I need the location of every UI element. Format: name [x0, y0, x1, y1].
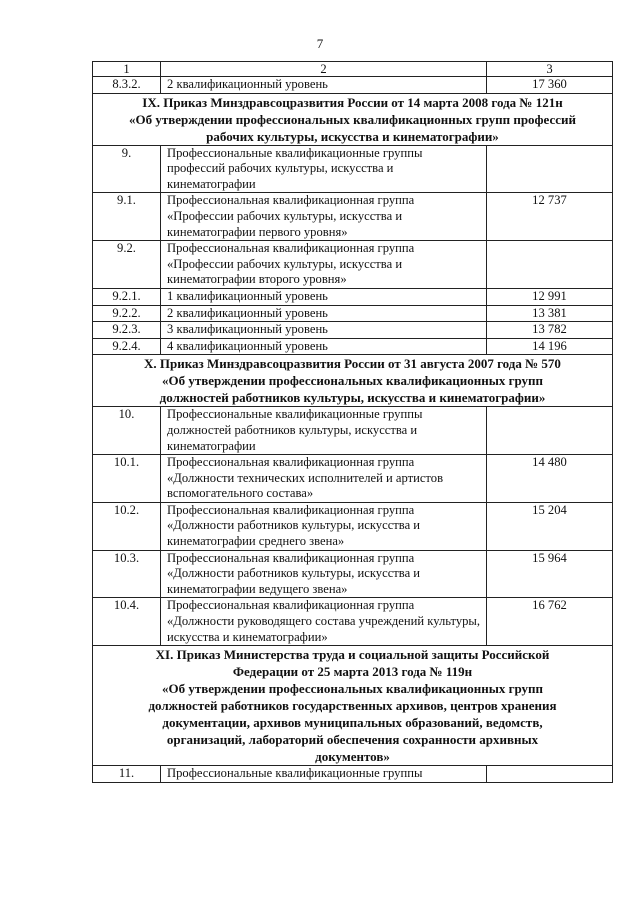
row-name: Профессиональная квалификационная группа «Должности руководящего состава учреждений культуры, искусства и кинематографии»: [161, 598, 487, 646]
section-heading-line: «Об утверждении профессиональных квалификационных групп профессий: [128, 111, 576, 127]
section-heading-line: документации, архивов муниципальных образований, ведомств,: [162, 715, 543, 731]
row-salary: 14 196: [487, 338, 613, 355]
section-heading-line: организаций, лабораторий обеспечения сохранности архивных: [166, 732, 539, 748]
section-heading: [93, 646, 613, 766]
row-name: 3 квалификационный уровень: [161, 322, 487, 339]
table-row: [93, 407, 613, 455]
row-salary: 13 381: [487, 305, 613, 322]
row-number: 10.4.: [93, 598, 161, 646]
row-name: 2 квалификационный уровень: [161, 77, 487, 94]
row-salary: 17 360: [487, 77, 613, 94]
section-heading-line: документов»: [315, 749, 390, 765]
row-salary: [487, 241, 613, 289]
row-salary: [487, 766, 613, 783]
section-heading-line: IX. Приказ Минздравсоцразвития России от 14 марта 2008 года № 121н: [142, 94, 563, 110]
row-number: 8.3.2.: [93, 77, 161, 94]
section-heading-line: Федерации от 25 марта 2013 года № 119н: [232, 664, 473, 680]
section-heading-row: [93, 646, 613, 766]
table-row: [93, 550, 613, 598]
row-number: 9.2.3.: [93, 322, 161, 339]
row-salary: 13 782: [487, 322, 613, 339]
section-heading: [93, 355, 613, 407]
section-heading-line: должностей работников государственных архивов, центров хранения: [148, 698, 557, 714]
section-heading-line: X. Приказ Минздравсоцразвития России от 31 августа 2007 года № 570: [144, 356, 561, 372]
section-heading-line: «Об утверждении профессиональных квалификационных групп: [161, 681, 544, 697]
row-name: 2 квалификационный уровень: [161, 305, 487, 322]
table-row: [93, 77, 613, 94]
section-heading: [93, 93, 613, 145]
row-salary: 15 964: [487, 550, 613, 598]
row-salary: [487, 407, 613, 455]
row-number: 9.2.2.: [93, 305, 161, 322]
row-number: 10.3.: [93, 550, 161, 598]
section-heading-line: «Об утверждении профессиональных квалификационных групп: [161, 373, 544, 389]
row-name: 1 квалификационный уровень: [161, 288, 487, 305]
section-heading-row: [93, 93, 613, 145]
row-salary: 12 991: [487, 288, 613, 305]
row-name: Профессиональная квалификационная группа «Должности работников культуры, искусства и кинематографии ведущего звена»: [161, 550, 487, 598]
table-row: [93, 502, 613, 550]
row-salary: 12 737: [487, 193, 613, 241]
row-number: 11.: [93, 766, 161, 783]
row-name: Профессиональная квалификационная группа «Профессии рабочих культуры, искусства и кинематографии второго уровня»: [161, 241, 487, 289]
row-number: 9.2.: [93, 241, 161, 289]
table-row: [93, 193, 613, 241]
row-name: Профессиональные квалификационные группы: [161, 766, 487, 783]
section-heading-line: должностей работников культуры, искусства и кинематографии»: [159, 390, 546, 406]
row-number: 9.2.1.: [93, 288, 161, 305]
row-name: Профессиональная квалификационная группа «Должности технических исполнителей и артистов вспомогательного состава»: [161, 455, 487, 503]
table-row: [93, 322, 613, 339]
table-row: [93, 455, 613, 503]
table-header-row: [93, 62, 613, 77]
row-name: 4 квалификационный уровень: [161, 338, 487, 355]
section-heading-line: XI. Приказ Министерства труда и социальной защиты Российской: [155, 647, 550, 663]
salary-table-body: [93, 62, 613, 783]
row-name: Профессиональная квалификационная группа «Профессии рабочих культуры, искусства и кинематографии первого уровня»: [161, 193, 487, 241]
table-row: [93, 766, 613, 783]
column-header-name: 2: [161, 62, 487, 77]
row-name: Профессиональные квалификационные группы профессий рабочих культуры, искусства и кинематографии: [161, 145, 487, 193]
row-name: Профессиональная квалификационная группа «Должности работников культуры, искусства и кинематографии среднего звена»: [161, 502, 487, 550]
row-number: 10.1.: [93, 455, 161, 503]
row-salary: [487, 145, 613, 193]
row-salary: 16 762: [487, 598, 613, 646]
row-number: 9.: [93, 145, 161, 193]
table-row: [93, 305, 613, 322]
section-heading-line: рабочих культуры, искусства и кинематографии»: [206, 128, 499, 144]
column-header-salary: 3: [487, 62, 613, 77]
row-number: 10.: [93, 407, 161, 455]
row-number: 10.2.: [93, 502, 161, 550]
row-name: Профессиональные квалификационные группы должностей работников культуры, искусства и кинематографии: [161, 407, 487, 455]
row-number: 9.1.: [93, 193, 161, 241]
row-number: 9.2.4.: [93, 338, 161, 355]
page-number: 7: [316, 36, 324, 51]
column-header-number: 1: [93, 62, 161, 77]
table-row: [93, 598, 613, 646]
table-row: [93, 288, 613, 305]
table-row: [93, 338, 613, 355]
row-salary: 15 204: [487, 502, 613, 550]
table-row: [93, 241, 613, 289]
row-salary: 14 480: [487, 455, 613, 503]
section-heading-row: [93, 355, 613, 407]
salary-table: [92, 61, 613, 783]
table-row: [93, 145, 613, 193]
